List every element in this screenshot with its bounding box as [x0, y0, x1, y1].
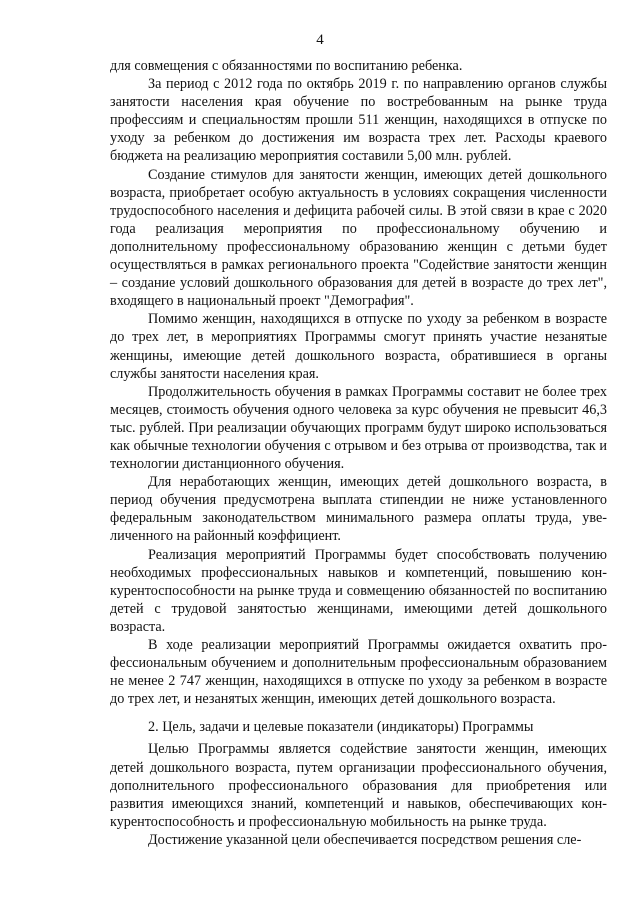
- paragraph-participants: Помимо женщин, находящихся в отпуске по уходу за ребенком в возрасте до трех лет, в мероприятиях Программы смогут принять участие незанятые женщины, имеющие детей дошкольного возраста, обратившиеся в органы службы занятости населения края.: [110, 311, 607, 382]
- paragraph-training-results: За период с 2012 года по октябрь 2019 г. по направлению органов службы занятости населения края обучение по востребованным на рынке труда профессиям и специальностям прошли 511 женщин, находящихся в отпуске по уходу за ребенком до достижения им возраста трех лет. Расходы краевого бюджета на реализацию мероприятия составили 5,00 млн. рублей.: [110, 76, 607, 165]
- paragraph-stipend: Для неработающих женщин, имеющих детей дошкольного возраста, в период обучения предусмотрена выплата стипендии не ниже установленного федеральным законодательством минимального размера оплаты труда, увеличенного на районный коэффициент.: [110, 474, 607, 545]
- paragraph-continuation: для совмещения с обязанностями по воспитанию ребенка.: [110, 58, 463, 74]
- paragraph-goal-achievement: Достижение указанной цели обеспечивается посредством решения сле-: [148, 831, 582, 848]
- paragraph-program-benefits: Реализация мероприятий Программы будет способствовать получению необходимых профессиональных навыков и компетенций, повышению конкурентоспособности на рынке труда и совмещению обязанностей по воспитанию детей с трудовой занятостью женщинами, имеющими детей дошкольного возраста.: [110, 546, 607, 635]
- section-heading: 2. Цель, задачи и целевые показатели (индикаторы) Программы: [148, 719, 534, 736]
- paragraph-employment-incentives: Создание стимулов для занятости женщин, имеющих детей дошкольного возраста, приобретает особую актуальность в условиях сокращения численности трудоспособного населения и дефицита рабочей силы. В этой связи в крае с 2020 года реализация мероприятия по профессиональному обучению и дополнительному профессиональному образованию женщин с детьми будет осуществляться в рамках регионального проекта "Содействие занятости женщин – создание условий дошкольного образования для детей в возрасте до трех лет", входящего в национальный проект "Демография".: [110, 166, 607, 310]
- paragraph-expected-coverage: В ходе реализации мероприятий Программы ожидается охватить профессиональным обучением и дополнительным профессиональным образованием не менее 2 747 женщин, находящихся в отпуске по уходу за ребенком в возрасте до трех лет, и незанятых женщин, имеющих детей дошкольного возраста.: [110, 637, 607, 708]
- page-number: 4: [316, 32, 324, 48]
- document-body: [110, 57, 607, 849]
- paragraph-program-goal: Целью Программы является содействие занятости женщин, имеющих детей дошкольного возраста, путем организации профессионального обучения, дополнительного профессионального образования для приобретения или развития имеющихся знаний, компетенций и навыков, обеспечивающих конкурентоспособность и профессиональную мобильность на рынке труда.: [110, 741, 607, 830]
- paragraph-training-duration: Продолжительность обучения в рамках Программы составит не более трех месяцев, стоимость обучения одного человека за курс обучения не превысит 46,3 тыс. рублей. При реализации обучающих программ будут широко использоваться как обычные технологии обучения с отрывом и без отрыва от производства, так и технологии дистанционного обучения.: [110, 383, 607, 473]
